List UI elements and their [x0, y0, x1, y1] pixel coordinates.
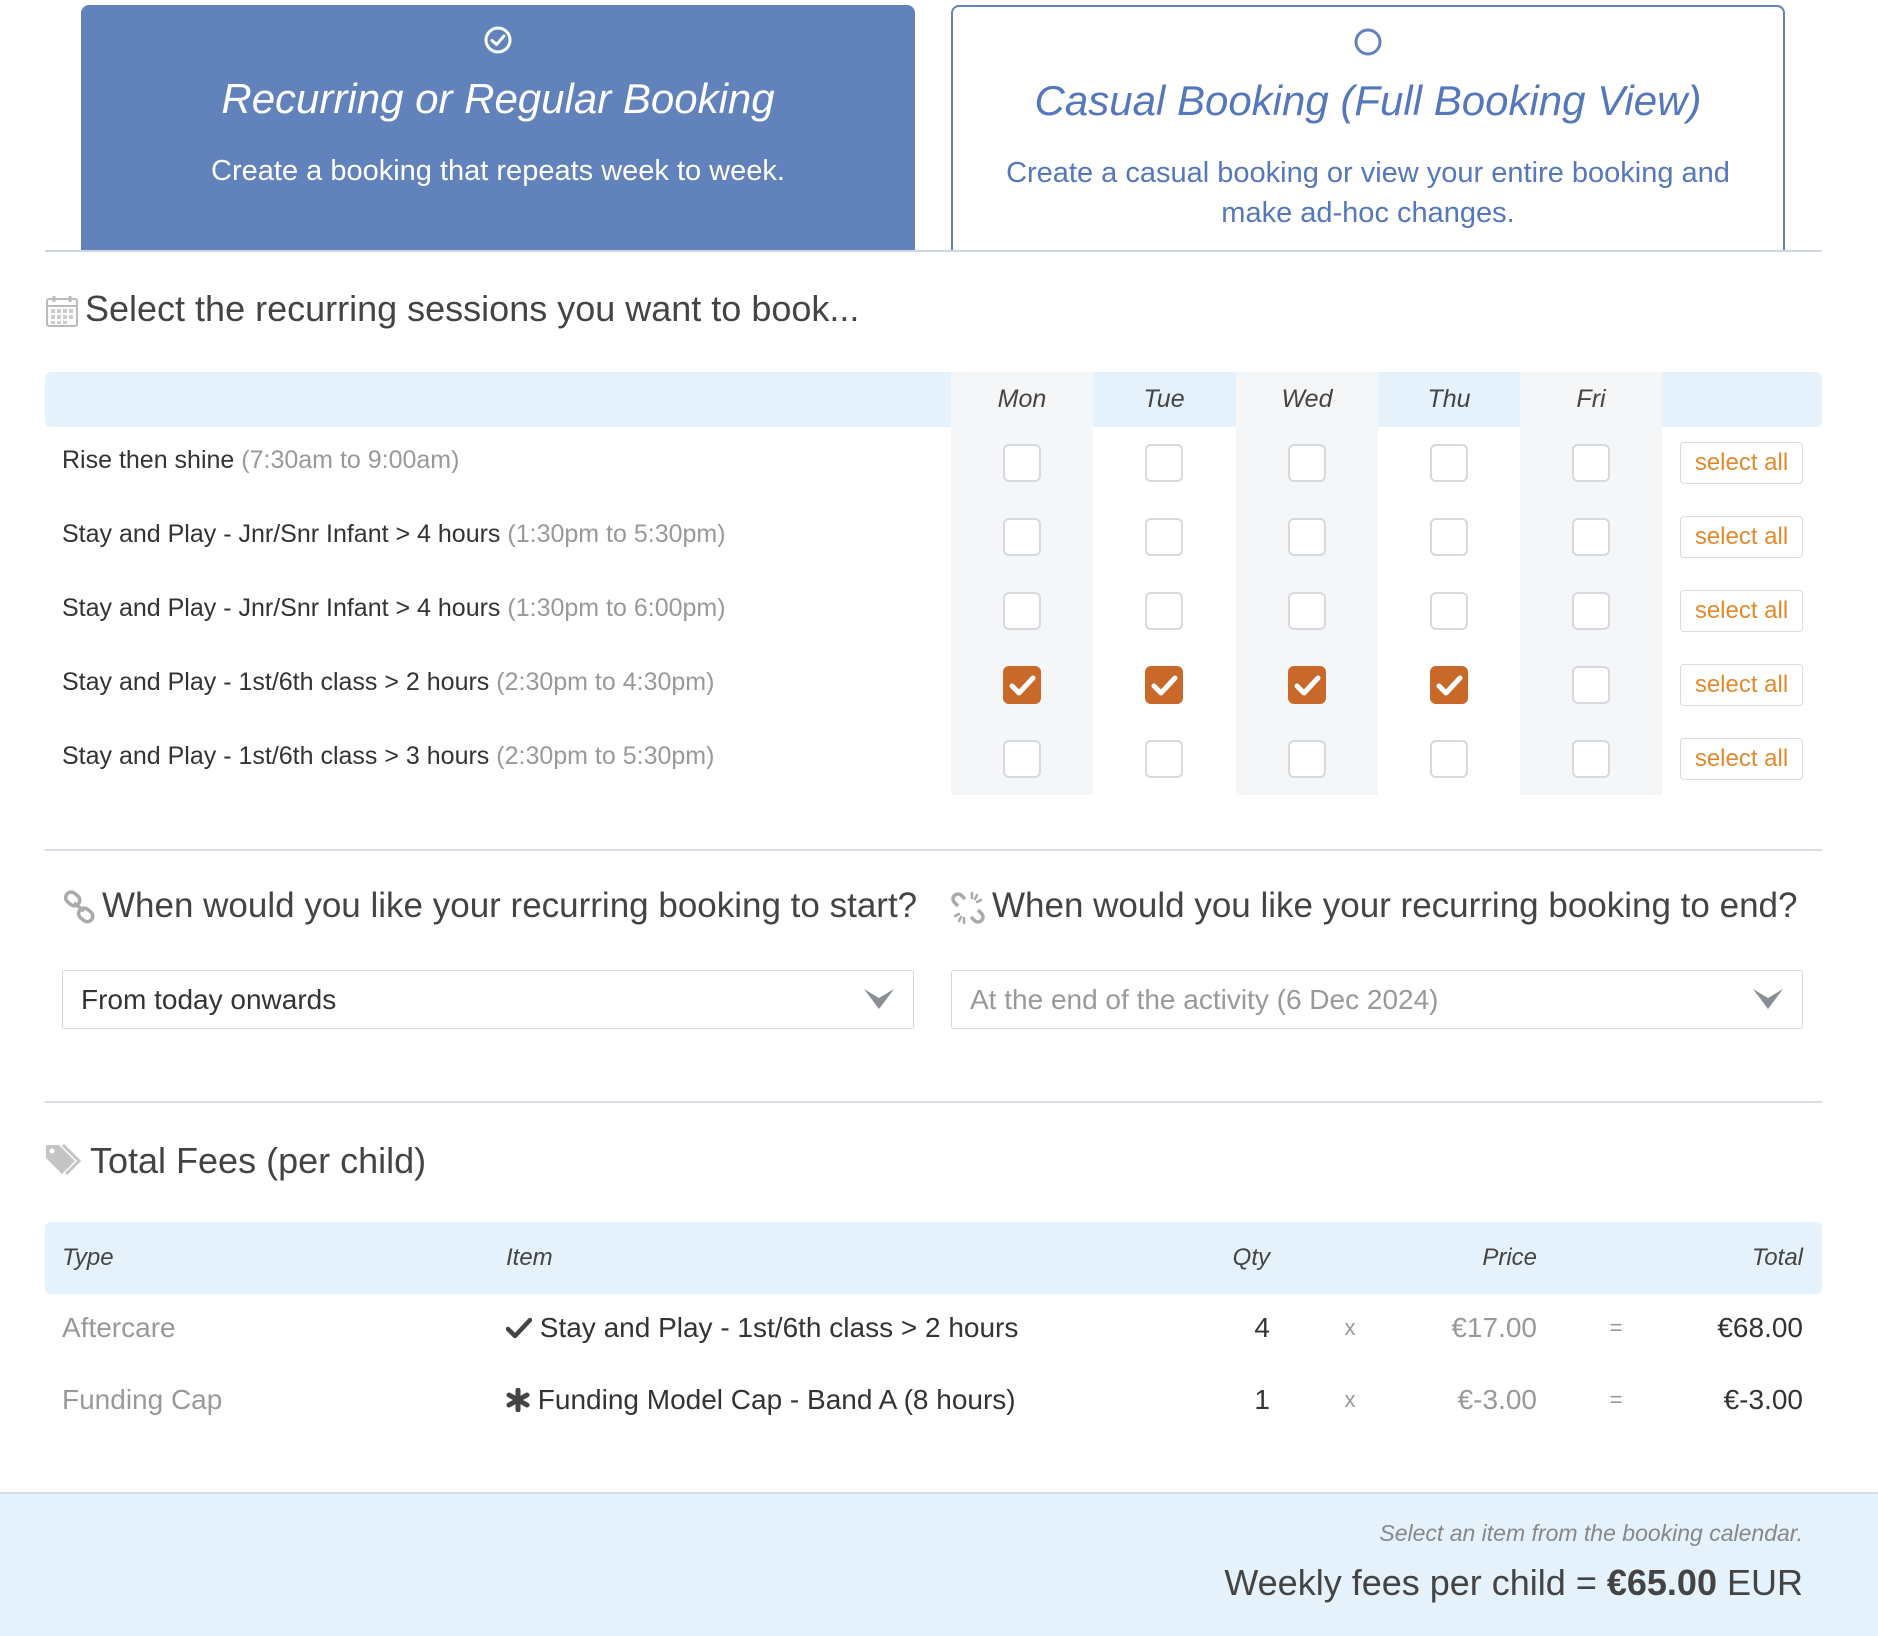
- session-title: Stay and Play - 1st/6th class > 2 hours: [62, 668, 490, 696]
- start-select[interactable]: [62, 970, 914, 1029]
- session-checkbox[interactable]: [1003, 518, 1041, 556]
- tags-icon: [44, 1143, 84, 1179]
- check-circle-icon: [483, 25, 513, 55]
- fee-price: €-3.00: [1457, 1384, 1537, 1415]
- weekly-fees-label: Weekly fees per child =: [1224, 1562, 1607, 1603]
- fees-header-price: Price: [1482, 1244, 1537, 1271]
- session-checkbox[interactable]: [1145, 592, 1183, 630]
- weekly-fees-currency: EUR: [1726, 1562, 1803, 1603]
- day-label: Fri: [1576, 385, 1606, 413]
- unlink-icon: [950, 890, 986, 926]
- asterisk-icon: [506, 1384, 530, 1415]
- session-checkbox[interactable]: [1145, 740, 1183, 778]
- recurring-booking-tab[interactable]: [81, 5, 915, 252]
- chevron-down-icon: [1752, 987, 1784, 1011]
- session-name: [62, 742, 714, 771]
- divider: [45, 849, 1822, 851]
- fees-header-type: Type: [62, 1244, 114, 1271]
- select-all-button[interactable]: select all: [1680, 516, 1803, 558]
- session-name: [62, 520, 726, 549]
- session-checkbox[interactable]: [1003, 740, 1041, 778]
- divider: [45, 1101, 1822, 1103]
- session-time: (7:30am to 9:00am): [241, 446, 460, 474]
- session-time: (1:30pm to 5:30pm): [507, 520, 726, 548]
- casual-tab-description: Create a casual booking or view your entire booking and make ad-hoc changes.: [1006, 157, 1730, 229]
- session-checkbox[interactable]: [1288, 666, 1326, 704]
- casual-tab-title: Casual Booking (Full Booking View): [1034, 77, 1702, 124]
- session-checkbox[interactable]: [1003, 592, 1041, 630]
- day-column: [1236, 372, 1378, 795]
- select-all-button[interactable]: select all: [1680, 442, 1803, 484]
- fee-type: Aftercare: [62, 1312, 176, 1343]
- select-all-button[interactable]: select all: [1680, 664, 1803, 706]
- end-select-value: At the end of the activity (6 Dec 2024): [970, 984, 1439, 1015]
- session-name: [62, 446, 459, 475]
- session-checkbox[interactable]: [1572, 444, 1610, 482]
- fees-header-item: Item: [506, 1244, 553, 1271]
- fees-header-qty: Qty: [1232, 1244, 1270, 1271]
- sessions-title: Select the recurring sessions you want to book...: [85, 288, 860, 329]
- fee-item: [506, 1380, 1016, 1420]
- fees-footer: [0, 1492, 1878, 1636]
- session-checkbox[interactable]: [1430, 518, 1468, 556]
- fee-item-name: Funding Model Cap - Band A (8 hours): [537, 1384, 1016, 1415]
- weekly-fees: [1224, 1562, 1803, 1604]
- fee-times: x: [1344, 1387, 1356, 1412]
- session-checkbox[interactable]: [1288, 740, 1326, 778]
- session-checkbox[interactable]: [1572, 666, 1610, 704]
- session-checkbox[interactable]: [1572, 518, 1610, 556]
- start-question: When would you like your recurring booking to start?: [102, 886, 918, 925]
- day-label: Thu: [1427, 385, 1471, 413]
- session-checkbox[interactable]: [1003, 444, 1041, 482]
- session-title: Stay and Play - Jnr/Snr Infant > 4 hours: [62, 520, 501, 548]
- select-all-button[interactable]: select all: [1680, 738, 1803, 780]
- footer-hint: Select an item from the booking calendar.: [1379, 1520, 1803, 1546]
- day-column: [1378, 372, 1520, 795]
- session-checkbox[interactable]: [1288, 444, 1326, 482]
- check-icon: [506, 1312, 532, 1343]
- session-checkbox[interactable]: [1430, 592, 1468, 630]
- fees-header: [45, 1222, 1822, 1294]
- session-checkbox[interactable]: [1288, 518, 1326, 556]
- session-title: Stay and Play - Jnr/Snr Infant > 4 hours: [62, 594, 501, 622]
- session-checkbox[interactable]: [1145, 666, 1183, 704]
- fee-equals: =: [1609, 1315, 1623, 1340]
- session-checkbox[interactable]: [1145, 444, 1183, 482]
- fee-qty: 1: [1254, 1384, 1270, 1415]
- day-label: Mon: [997, 385, 1047, 413]
- session-checkbox[interactable]: [1572, 592, 1610, 630]
- session-checkbox[interactable]: [1572, 740, 1610, 778]
- session-checkbox[interactable]: [1430, 740, 1468, 778]
- end-select[interactable]: [951, 970, 1803, 1029]
- tab-divider: [45, 250, 1822, 252]
- start-select-value: From today onwards: [81, 984, 337, 1015]
- fee-times: x: [1344, 1315, 1356, 1340]
- session-checkbox[interactable]: [1145, 518, 1183, 556]
- session-checkbox[interactable]: [1288, 592, 1326, 630]
- day-label: Tue: [1143, 385, 1185, 413]
- day-column: [1520, 372, 1662, 795]
- empty-circle-icon: [1353, 27, 1383, 57]
- day-column: [951, 372, 1093, 795]
- session-title: Stay and Play - 1st/6th class > 3 hours: [62, 742, 490, 770]
- session-title: Rise then shine: [62, 446, 235, 474]
- casual-booking-tab[interactable]: [951, 5, 1785, 252]
- fee-type: Funding Cap: [62, 1384, 223, 1415]
- link-icon: [62, 890, 96, 924]
- fee-equals: =: [1609, 1387, 1623, 1412]
- fee-total: €-3.00: [1723, 1384, 1803, 1415]
- fee-price: €17.00: [1451, 1312, 1537, 1343]
- session-checkbox[interactable]: [1003, 666, 1041, 704]
- session-time: (2:30pm to 5:30pm): [496, 742, 715, 770]
- recurring-tab-title: Recurring or Regular Booking: [221, 75, 775, 122]
- weekly-fees-amount: €65.00: [1606, 1562, 1717, 1603]
- end-question: When would you like your recurring booking to end?: [992, 886, 1798, 925]
- fees-title: Total Fees (per child): [90, 1140, 427, 1181]
- session-name: [62, 668, 714, 697]
- day-label: Wed: [1281, 385, 1333, 413]
- fee-item: [506, 1308, 1018, 1348]
- calendar-icon: [45, 294, 79, 328]
- fees-header-total: Total: [1751, 1244, 1803, 1271]
- chevron-down-icon: [863, 987, 895, 1011]
- session-time: (2:30pm to 4:30pm): [496, 668, 715, 696]
- session-checkbox[interactable]: [1430, 444, 1468, 482]
- day-column: [1093, 372, 1235, 795]
- fee-item-name: Stay and Play - 1st/6th class > 2 hours: [539, 1312, 1019, 1343]
- session-time: (1:30pm to 6:00pm): [507, 594, 726, 622]
- recurring-tab-description: Create a booking that repeats week to week.: [211, 155, 785, 187]
- fee-qty: 4: [1254, 1312, 1270, 1343]
- session-checkbox[interactable]: [1430, 666, 1468, 704]
- select-all-button[interactable]: select all: [1680, 590, 1803, 632]
- session-name: [62, 594, 726, 623]
- fee-total: €68.00: [1717, 1312, 1803, 1343]
